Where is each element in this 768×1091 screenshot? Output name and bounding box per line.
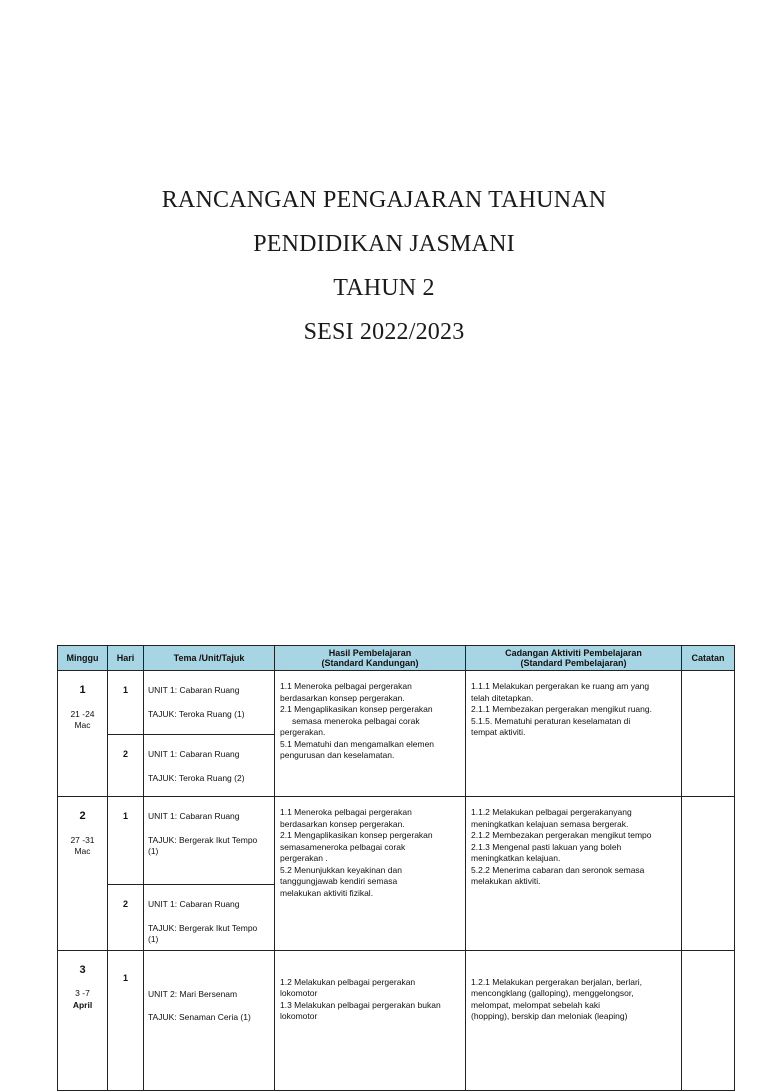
week-dates-line: Mac (74, 720, 91, 730)
aktiviti-line: 1.1.2 Melakukan pelbagai pergerakanyang (471, 807, 632, 817)
aktiviti-line: tempat aktiviti. (471, 727, 526, 737)
tema-cell (144, 950, 275, 1090)
aktiviti-line: 5.1.5. Mematuhi peraturan keselamatan di (471, 715, 631, 726)
week-dates-line: Mac (74, 846, 91, 856)
hasil-line: berdasarkan konsep pergerakan. (280, 692, 405, 703)
table-row (58, 671, 735, 735)
day-cell: 2 (108, 885, 144, 951)
unit-text: UNIT 1: Cabaran Ruang (148, 899, 240, 909)
hasil-line: pergerakan . (280, 853, 328, 863)
table-header-row (58, 646, 735, 671)
header-catatan: Catatan (682, 646, 735, 671)
tajuk-text: TAJUK: Bergerak Ikut Tempo (1) (148, 922, 258, 944)
unit-text: UNIT 2: Mari Bersenam (148, 988, 238, 999)
catatan-cell (682, 797, 735, 951)
header-hari: Hari (108, 646, 144, 671)
header-hasil (275, 646, 466, 671)
day-cell: 1 (108, 671, 144, 735)
hasil-line: 1.2 Melakukan pelbagai pergerakan (280, 976, 416, 987)
aktiviti-line: melompat, melompat sebelah kaki (471, 999, 600, 1010)
hasil-line: 1.1 Meneroka pelbagai pergerakan (280, 681, 412, 691)
header-hasil-line-1: Hasil Pembelajaran (328, 648, 412, 658)
tajuk-text: TAJUK: Senaman Ceria (1) (148, 1012, 251, 1022)
hasil-line: semasa meneroka pelbagai corak (292, 715, 420, 726)
week-cell (58, 797, 108, 951)
week-cell (58, 671, 108, 797)
week-number: 2 (79, 810, 86, 822)
tema-cell (144, 671, 275, 735)
title-line-1: RANCANGAN PENGAJARAN TAHUNAN (161, 187, 607, 213)
aktiviti-line: 5.2.2 Menerima cabaran dan seronok semasa (471, 864, 645, 875)
title-line-4: SESI 2022/2023 (303, 319, 465, 345)
header-aktiviti (466, 646, 682, 671)
hasil-line: lokomotor (280, 1011, 318, 1021)
header-minggu: Minggu (58, 646, 108, 671)
hasil-line: pergerakan. (280, 727, 326, 737)
aktiviti-cell (466, 950, 682, 1090)
week-dates-line: April (72, 999, 93, 1010)
aktiviti-cell (466, 671, 682, 797)
title-line-3: TAHUN 2 (333, 275, 435, 301)
aktiviti-line: telah ditetapkan. (471, 692, 534, 703)
aktiviti-cell (466, 797, 682, 951)
unit-text: UNIT 1: Cabaran Ruang (148, 811, 240, 821)
week-dates-line: 3 -7 (75, 988, 90, 998)
table-row (58, 950, 735, 1090)
hasil-cell (275, 671, 466, 797)
hasil-line: 5.1 Mematuhi dan mengamalkan elemen (280, 738, 435, 749)
catatan-cell (682, 671, 735, 797)
tajuk-text: TAJUK: Teroka Ruang (1) (148, 708, 245, 719)
hasil-line: tanggungjawab kendiri semasa (280, 876, 398, 886)
header-aktiviti-line-2: (Standard Pembelajaran) (520, 658, 627, 668)
week-cell (58, 950, 108, 1090)
aktiviti-line: 1.2.1 Melakukan pergerakan berjalan, berlari, (471, 976, 643, 987)
week-dates (58, 988, 107, 1011)
hasil-cell (275, 797, 466, 951)
hasil-line: 1.1 Meneroka pelbagai pergerakan (280, 807, 412, 817)
week-number: 1 (79, 684, 86, 696)
week-dates (58, 835, 107, 858)
week-number: 3 (79, 963, 86, 976)
aktiviti-line: 1.1.1 Melakukan pergerakan ke ruang am yang (471, 681, 650, 691)
aktiviti-line: 2.1.1 Membezakan pergerakan mengikut ruang. (471, 704, 652, 714)
hasil-cell (275, 950, 466, 1090)
hasil-line: melakukan aktiviti fizikal. (280, 887, 374, 898)
hasil-line: 2.1 Mengaplikasikan konsep pergerakan (280, 704, 433, 714)
header-tema: Tema /Unit/Tajuk (144, 646, 275, 671)
tema-cell (144, 735, 275, 797)
hasil-line: 2.1 Mengaplikasikan konsep pergerakan (280, 830, 433, 840)
hasil-line: semasameneroka pelbagai corak (280, 841, 406, 852)
day-cell: 1 (108, 950, 144, 1090)
unit-text: UNIT 1: Cabaran Ruang (148, 749, 240, 759)
tema-cell (144, 797, 275, 885)
week-dates-line: 21 -24 (70, 708, 95, 719)
header-aktiviti-line-1: Cadangan Aktiviti Pembelajaran (505, 648, 642, 658)
day-cell: 2 (108, 735, 144, 797)
aktiviti-line: melakukan aktiviti. (471, 876, 541, 886)
aktiviti-line: meningkatkan kelajuan semasa bergerak. (471, 818, 629, 829)
aktiviti-line: (hopping), berskip dan meloniak (leaping) (471, 1011, 628, 1021)
aktiviti-line: meningkatkan kelajuan. (471, 853, 561, 863)
document-title (0, 178, 768, 354)
hasil-line: 1.3 Melakukan pelbagai pergerakan bukan (280, 999, 441, 1010)
aktiviti-line: mencongklang (galloping), menggelongsor, (471, 988, 634, 998)
week-dates (58, 709, 107, 732)
header-hasil-line-2: (Standard Kandungan) (321, 658, 419, 668)
hasil-line: 5.2 Menunjukkan keyakinan dan (280, 864, 402, 875)
hasil-line: pengurusan dan keselamatan. (280, 750, 395, 760)
table-row (58, 797, 735, 885)
aktiviti-line: 2.1.3 Mengenal pasti lakuan yang boleh (471, 841, 622, 852)
day-cell: 1 (108, 797, 144, 885)
title-line-2: PENDIDIKAN JASMANI (253, 231, 515, 257)
aktiviti-line: 2.1.2 Membezakan pergerakan mengikut tempo (471, 830, 652, 840)
unit-text: UNIT 1: Cabaran Ruang (148, 685, 240, 695)
tema-cell (144, 885, 275, 951)
tajuk-text: TAJUK: Teroka Ruang (2) (148, 772, 245, 783)
week-dates-line: 27 -31 (70, 834, 95, 845)
hasil-line: berdasarkan konsep pergerakan. (280, 818, 405, 829)
tajuk-text: TAJUK: Bergerak Ikut Tempo (1) (148, 834, 258, 856)
hasil-line: lokomotor (280, 988, 318, 998)
catatan-cell (682, 950, 735, 1090)
